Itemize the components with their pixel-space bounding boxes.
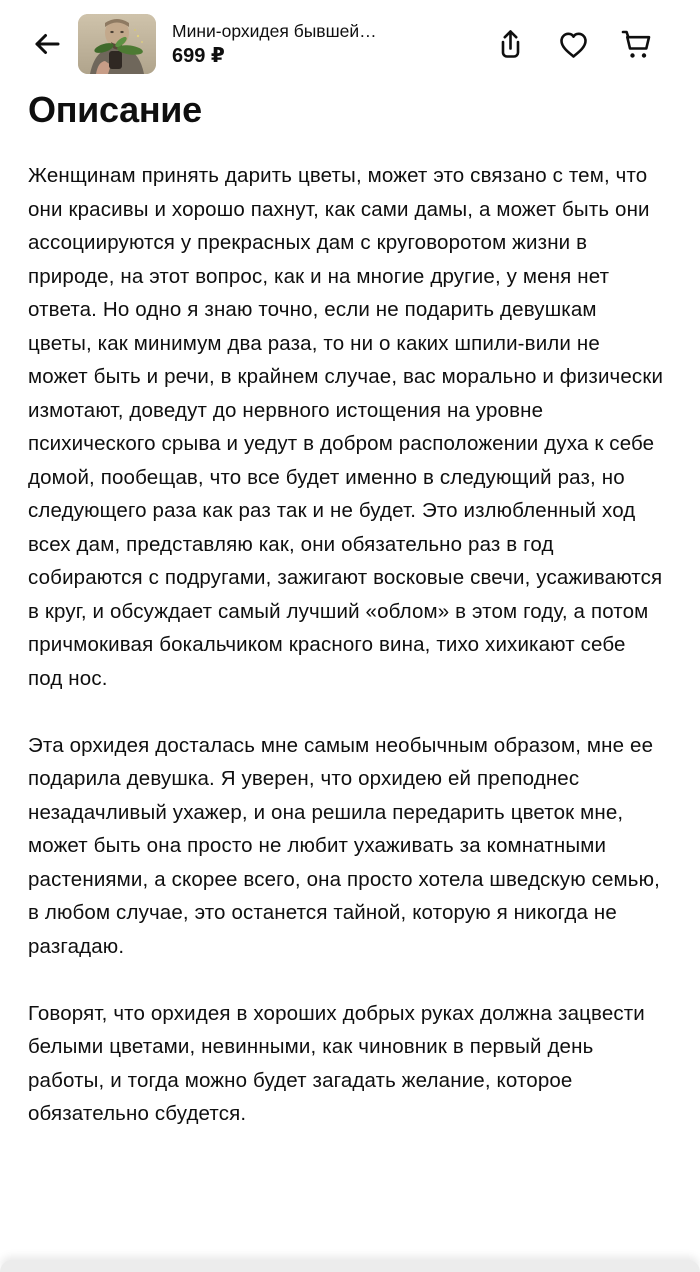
description-paragraph-2: Эта орхидея досталась мне самым необычным образом, мне ее подарила девушка. Я уверен, что орхидею ей преподнес незадачливый ухажер, и она решила передарить цветок мне, может быть она просто не любит ухаживать за комнатными растениями, а скорее всего, она просто хотела шведскую семью, в любом случае, это останется тайной, которую я никогда не разгадаю. bbox=[28, 733, 660, 958]
product-price: 699 ₽ bbox=[172, 44, 225, 67]
product-header bbox=[0, 0, 700, 88]
product-thumbnail-image bbox=[78, 14, 156, 74]
description-paragraph-3: Говорят, что орхидея в хороших добрых руках должна зацвести белыми цветами, невинными, как чиновник в первый день работы, и тогда можно будет загадать желание, которое обязательно сбудется. bbox=[28, 1001, 645, 1125]
cart-icon bbox=[618, 28, 654, 61]
description-section bbox=[28, 88, 670, 1131]
arrow-left-icon bbox=[31, 28, 63, 60]
description-text bbox=[28, 159, 670, 1131]
share-button[interactable] bbox=[492, 25, 528, 63]
cart-button[interactable] bbox=[618, 25, 654, 63]
header-actions bbox=[492, 25, 654, 63]
share-icon bbox=[494, 27, 527, 62]
description-heading: Описание bbox=[28, 89, 202, 130]
favorite-button[interactable] bbox=[555, 25, 591, 63]
description-paragraph-1: Женщинам принять дарить цветы, может это связано с тем, что они красивы и хорошо пахнут, как сами дамы, а может быть они ассоциируются у прекрасных дам с круговоротом жизни в природе, на этот вопрос, как и на многие другие, у меня нет ответа. Но одно я знаю точно, если не подарить девушкам цветы, как минимум два раза, то ни о каких шпили-вили не может быть и речи, в крайнем случае, вас морально и физически измотают, доведут до нервного истощения на уровне психического срыва и уедут в добром расположении духа к себе домой, пообещав, что все будет именно в следующий раз, но следующего раза как раз так и не будет. Это излюбленный ход всех дам, представляю как, они обязательно раз в год собираются с подругами, зажигают восковые свечи, усаживаются в круг, и обсуждает самый лучший «облом» в этом году, а потом причмокивая бокальчиком красного вина, тихо хихикают себе под нос. bbox=[28, 164, 664, 690]
product-title: Мини-орхидея бывшей… bbox=[172, 20, 377, 41]
heart-icon bbox=[556, 28, 591, 61]
back-button[interactable] bbox=[30, 27, 64, 61]
next-section-top-edge bbox=[0, 1260, 700, 1272]
product-title-block bbox=[172, 20, 377, 69]
product-thumbnail[interactable] bbox=[78, 14, 156, 74]
